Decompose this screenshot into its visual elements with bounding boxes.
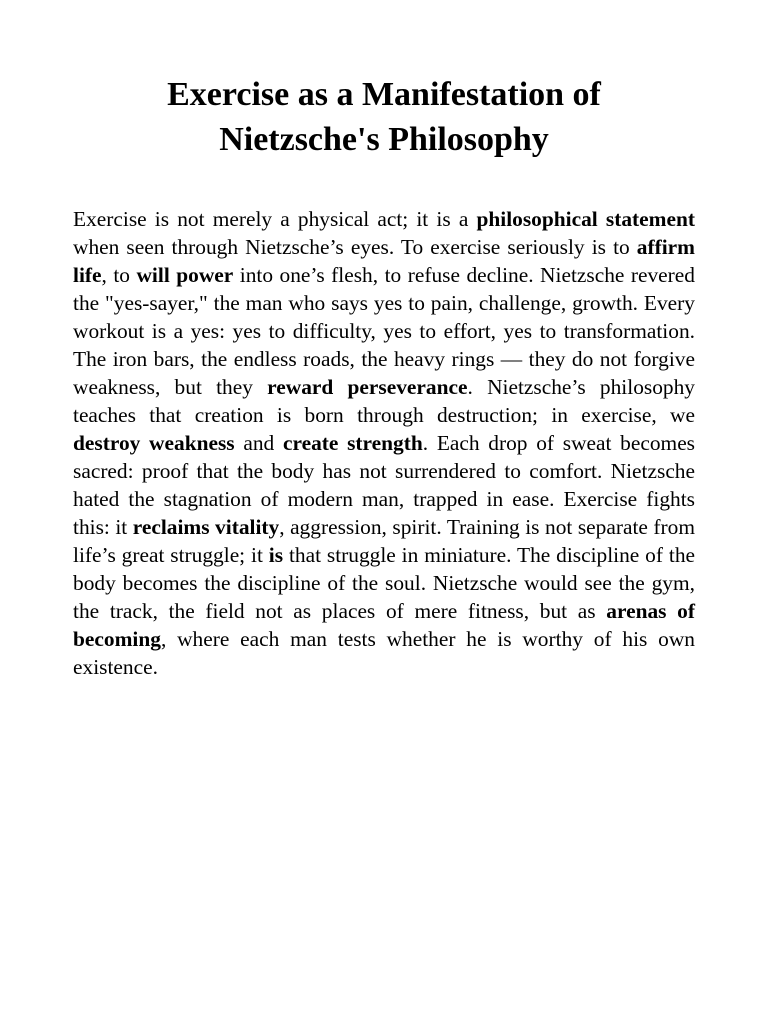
body-text-run: . Each drop of sweat becomes sacred: proof that the body has not surrendered to comfort. Nietzsche hated the stagnation of modern man, trapped in ease. Exercise fights this: it bbox=[73, 431, 696, 539]
title-line-1: Exercise as a Manifestation of bbox=[167, 76, 601, 113]
body-text-run: , where each man tests whether he is worthy of his own existence. bbox=[73, 627, 695, 679]
emphasized-phrase: reclaims vitality bbox=[132, 515, 280, 539]
title-line-2: Nietzsche's Philosophy bbox=[219, 121, 549, 158]
body-paragraph bbox=[73, 205, 695, 681]
body-text-run: , aggression, spirit. Training is not separate from life’s great struggle; it bbox=[73, 515, 695, 567]
emphasized-phrase: is bbox=[268, 543, 284, 567]
body-text-run: when seen through Nietzsche’s eyes. To exercise seriously is to bbox=[73, 235, 637, 259]
body-text-run: and bbox=[234, 431, 283, 455]
body-text-run: Exercise is not merely a physical act; it is a bbox=[73, 207, 477, 231]
body-text-run: into one’s flesh, to refuse decline. Nietzsche revered the "yes-sayer," the man who says yes to pain, challenge, growth. Every workout is a yes: yes to difficulty, yes to effort, yes to transformation. The iron bars, the endless roads, the heavy rings — they do not forgive weakness, but they bbox=[73, 263, 695, 399]
page-title bbox=[74, 72, 694, 162]
emphasized-phrase: create strength bbox=[282, 431, 423, 455]
emphasized-phrase: will power bbox=[136, 263, 234, 287]
body-text-run: that struggle in miniature. The discipline of the body becomes the discipline of the soul. Nietzsche would see the gym, the track, the field not as places of mere fitness, but as bbox=[73, 543, 696, 623]
emphasized-phrase: affirm life bbox=[73, 235, 695, 287]
body-text-run: , to bbox=[101, 263, 137, 287]
emphasized-phrase: arenas of becoming bbox=[73, 599, 695, 651]
emphasized-phrase: destroy weakness bbox=[73, 431, 235, 455]
emphasized-phrase: philosophical statement bbox=[476, 207, 695, 231]
emphasized-phrase: reward perseverance bbox=[267, 375, 468, 399]
body-text-run: . Nietzsche’s philosophy teaches that creation is born through destruction; in exercise, we bbox=[73, 375, 695, 427]
